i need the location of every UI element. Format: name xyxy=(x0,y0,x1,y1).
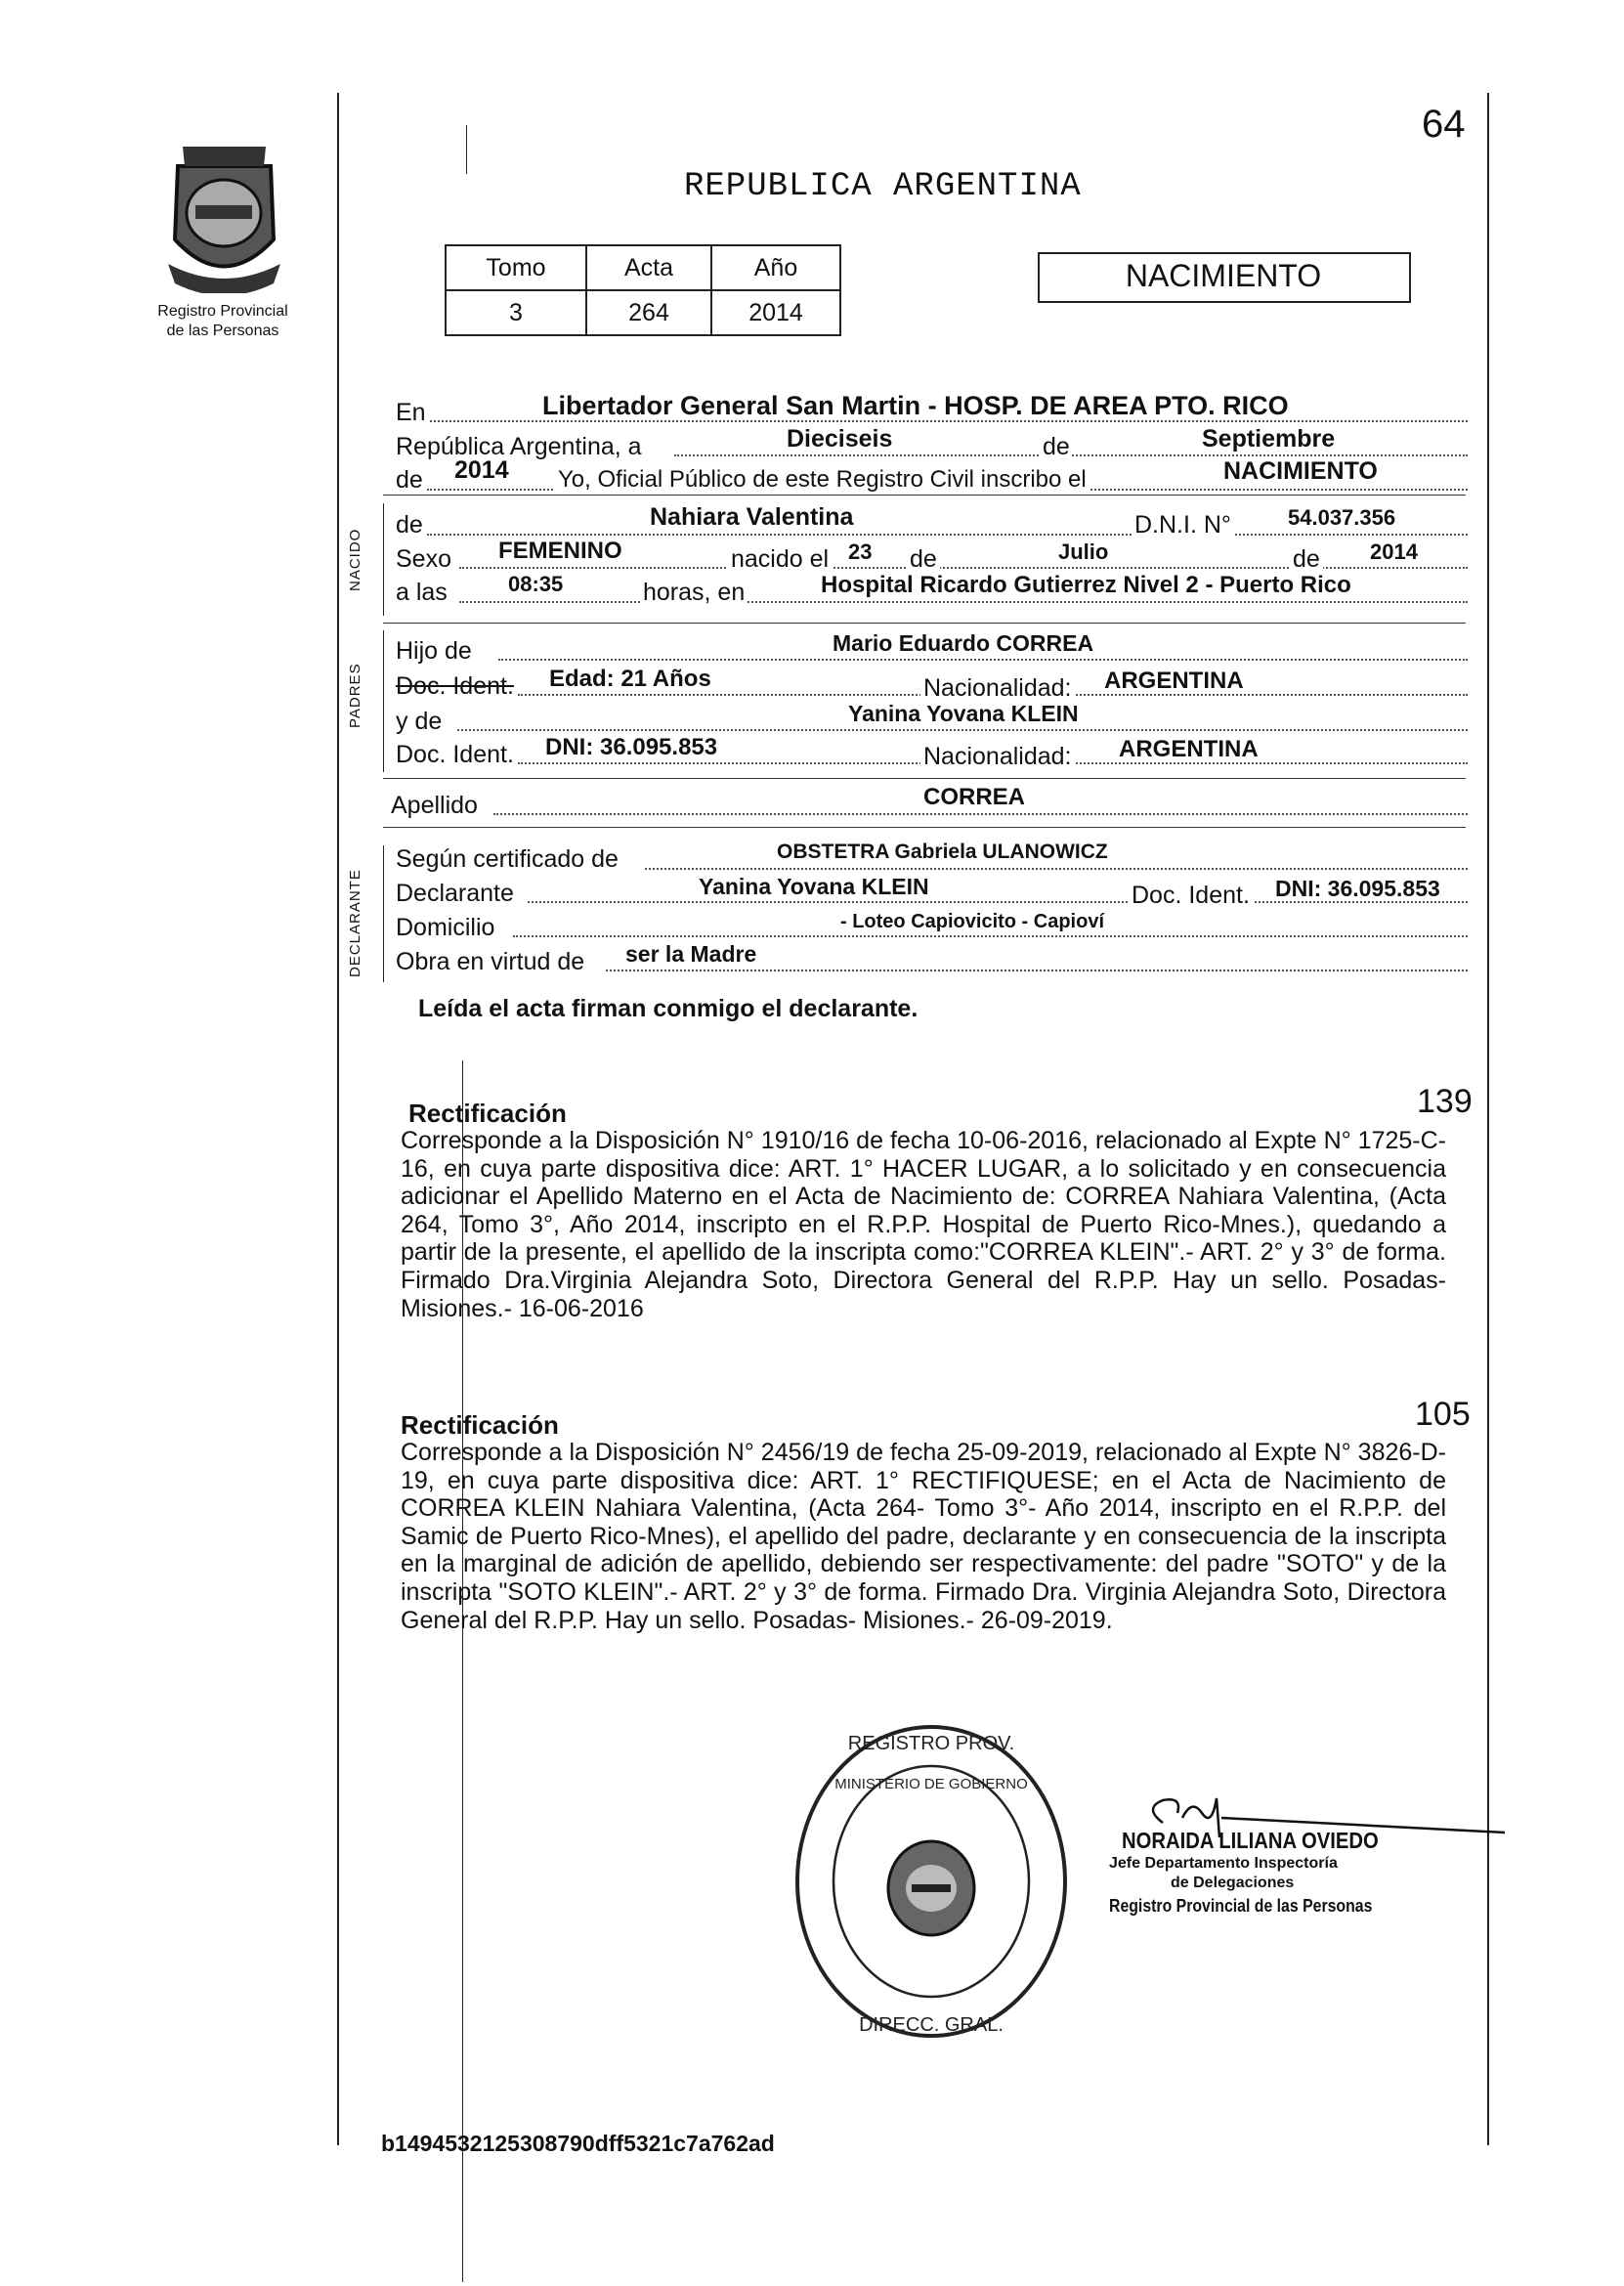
madre-doc-value: DNI: 36.095.853 xyxy=(545,734,718,760)
declarante-label: Declarante xyxy=(396,880,514,907)
obra-dots xyxy=(606,970,1468,971)
inscribo-value: NACIMIENTO xyxy=(1223,457,1378,485)
sexo-label: Sexo xyxy=(396,545,451,573)
yde-label: y de xyxy=(396,708,443,735)
rectificacion-1-number: 139 xyxy=(1417,1083,1473,1120)
obra-label: Obra en virtud de xyxy=(396,948,585,975)
certificado-label: Según certificado de xyxy=(396,845,619,873)
table-value-ano: 2014 xyxy=(711,290,840,335)
section-label-padres: PADRES xyxy=(347,663,363,728)
nombre-dots xyxy=(427,534,1468,536)
de-label-5: de xyxy=(1290,545,1323,574)
year-value: 2014 xyxy=(454,456,509,484)
nacionalidad-label-madre: Nacionalidad: xyxy=(920,743,1075,771)
birth-month: Julio xyxy=(1058,539,1109,564)
left-margin-line xyxy=(337,93,339,2145)
signatory-name: NORAIDA LILIANA OVIEDO xyxy=(1122,1828,1379,1853)
nacido-label: nacido el xyxy=(728,545,832,574)
obra-value: ser la Madre xyxy=(625,941,757,967)
binding-tick-top xyxy=(466,125,467,174)
madre-value: Yanina Yovana KLEIN xyxy=(848,701,1079,726)
apellido-dots xyxy=(493,813,1468,815)
apellido-value: CORREA xyxy=(923,784,1026,810)
domicilio-value: - Loteo Capiovicito - Capioví xyxy=(840,911,1105,932)
svg-text:DIRECC. GRAL.: DIRECC. GRAL. xyxy=(859,2014,1004,2036)
lugar-value: Hospital Ricardo Gutierrez Nivel 2 - Puerto Rico xyxy=(821,572,1351,598)
rectificacion-2-number: 105 xyxy=(1415,1396,1471,1433)
padre-doc-value: Edad: 21 Años xyxy=(549,666,711,692)
hora-dots xyxy=(459,601,1468,603)
padre-nac-value: ARGENTINA xyxy=(1104,668,1244,694)
logo-text-2: de las Personas xyxy=(166,323,279,339)
signatory-line4: Registro Provincial de las Personas xyxy=(1109,1896,1373,1916)
signatory-line3: de Delegaciones xyxy=(1171,1875,1295,1891)
de-label-2: de xyxy=(396,466,423,494)
section-divider-1 xyxy=(383,495,1466,496)
section-bracket-declarante xyxy=(383,845,384,982)
section-bracket-nacido xyxy=(383,503,384,616)
section-divider-4 xyxy=(383,827,1466,828)
madre-nac-value: ARGENTINA xyxy=(1119,736,1259,762)
en-value: Libertador General San Martin - HOSP. DE AREA PTO. RICO xyxy=(542,391,1289,420)
day-value: Dieciseis xyxy=(787,425,893,453)
table-header-tomo: Tomo xyxy=(446,245,586,290)
birth-year: 2014 xyxy=(1370,539,1418,564)
madre-dots xyxy=(457,729,1468,731)
official-seal-icon xyxy=(790,1720,1073,2048)
hijo-label: Hijo de xyxy=(396,637,472,665)
birth-day: 23 xyxy=(848,539,873,564)
rectificacion-2-title: Rectificación xyxy=(401,1410,559,1440)
declarante-value: Yanina Yovana KLEIN xyxy=(699,874,929,899)
hora-value: 08:35 xyxy=(508,572,564,596)
signatory-line2: Jefe Departamento Inspectoría xyxy=(1109,1855,1338,1872)
doc-ident-label-madre: Doc. Ident. xyxy=(396,741,514,768)
certificado-dots xyxy=(645,868,1468,870)
padre-value: Mario Eduardo CORREA xyxy=(833,630,1094,656)
rectificacion-1-text: Corresponde a la Disposición N° 1910/16 de fecha 10-06-2016, relacionado al Expte N° 1725-C-16, en cuya parte dispositiva dice: ART. 1° HACER LUGAR, a lo solicitado y en consecuencia adicionar el Apellido Materno en el Acta de Nacimiento de: CORREA Nahiara Valentina, (Acta 264, Tomo 3°, Año 2014, inscripto en el R.P.P. Hospital de Puerto Rico-Mnes.), quedando a partir de la presente, el apellido de la inscripta como:"CORREA KLEIN".- ART. 2° y 3° de forma. Firmado Dra.Virginia Alejandra Soto, Directora General del R.P.P. Hay un sello. Posadas-Misiones.- 16-06-2016 xyxy=(401,1127,1446,1322)
doc-ident-label-padre: Doc. Ident. xyxy=(396,672,514,700)
dni-label: D.N.I. N° xyxy=(1132,511,1234,539)
table-value-tomo: 3 xyxy=(446,290,586,335)
svg-text:MINISTERIO DE GOBIERNO: MINISTERIO DE GOBIERNO xyxy=(834,1776,1028,1792)
rectificacion-1-title: Rectificación xyxy=(408,1099,567,1128)
logo-text-1: Registro Provincial xyxy=(157,303,288,320)
table-value-acta: 264 xyxy=(586,290,711,335)
section-label-declarante: DECLARANTE xyxy=(347,869,363,977)
table-header-acta: Acta xyxy=(586,245,711,290)
page-number: 64 xyxy=(1422,103,1466,146)
de-label-4: de xyxy=(907,545,940,574)
sexo-value: FEMENINO xyxy=(498,538,622,564)
de-label-3: de xyxy=(396,511,423,539)
month-value: Septiembre xyxy=(1202,425,1336,453)
svg-text:REGISTRO PROV.: REGISTRO PROV. xyxy=(847,1733,1015,1754)
section-label-nacido: NACIDO xyxy=(347,528,363,591)
padre-dots xyxy=(498,659,1468,661)
dni-value: 54.037.356 xyxy=(1288,505,1396,530)
domicilio-label: Domicilio xyxy=(396,914,495,941)
header-title: REPUBLICA ARGENTINA xyxy=(684,168,1082,205)
de-label-1: de xyxy=(1043,433,1070,460)
document-hash: b1494532125308790dff5321c7a762ad xyxy=(381,2131,775,2156)
republica-label: República Argentina, a xyxy=(396,433,642,460)
section-divider-2 xyxy=(383,623,1466,624)
provincial-seal-icon xyxy=(158,147,290,298)
en-label: En xyxy=(396,399,426,426)
record-type: NACIMIENTO xyxy=(1125,258,1322,293)
domicilio-dots xyxy=(513,935,1468,937)
section-bracket-padres xyxy=(383,630,384,772)
decl-doc-value: DNI: 36.095.853 xyxy=(1275,876,1440,901)
certificado-value: OBSTETRA Gabriela ULANOWICZ xyxy=(777,841,1108,863)
table-header-ano: Año xyxy=(711,245,840,290)
apellido-label: Apellido xyxy=(391,792,478,819)
section-divider-3 xyxy=(383,778,1466,779)
oficial-label: Yo, Oficial Público de este Registro Civil inscribo el xyxy=(555,466,1090,494)
alas-label: a las xyxy=(396,579,448,606)
decl-doc-label: Doc. Ident. xyxy=(1129,882,1253,910)
record-table xyxy=(445,244,841,336)
nacionalidad-label-padre: Nacionalidad: xyxy=(920,674,1075,703)
horas-label: horas, en xyxy=(640,579,748,607)
rectificacion-2-text: Corresponde a la Disposición N° 2456/19 de fecha 25-09-2019, relacionado al Expte N° 3826-D-19, en cuya parte dispositiva dice: ART. 1° RECTIFIQUESE; en el Acta de Nacimiento de CORREA KLEIN Nahiara Valentina, (Acta 264- Tomo 3°- Año 2014, inscripto en el R.P.P. del Samic de Puerto Rico-Mnes), el apellido del padre, declarante y en consecuencia de la inscripta en la marginal de adición de apellido, debiendo ser respectivamente: del padre "SOTO" y de la inscripta "SOTO KLEIN".- ART. 2° y 3° de forma. Firmado Dra. Virginia Alejandra Soto, Directora General del R.P.P. Hay un sello. Posadas- Misiones.- 26-09-2019. xyxy=(401,1439,1446,1634)
nombre-value: Nahiara Valentina xyxy=(650,503,854,531)
leida-text: Leída el acta firman conmigo el declarante. xyxy=(418,995,919,1022)
